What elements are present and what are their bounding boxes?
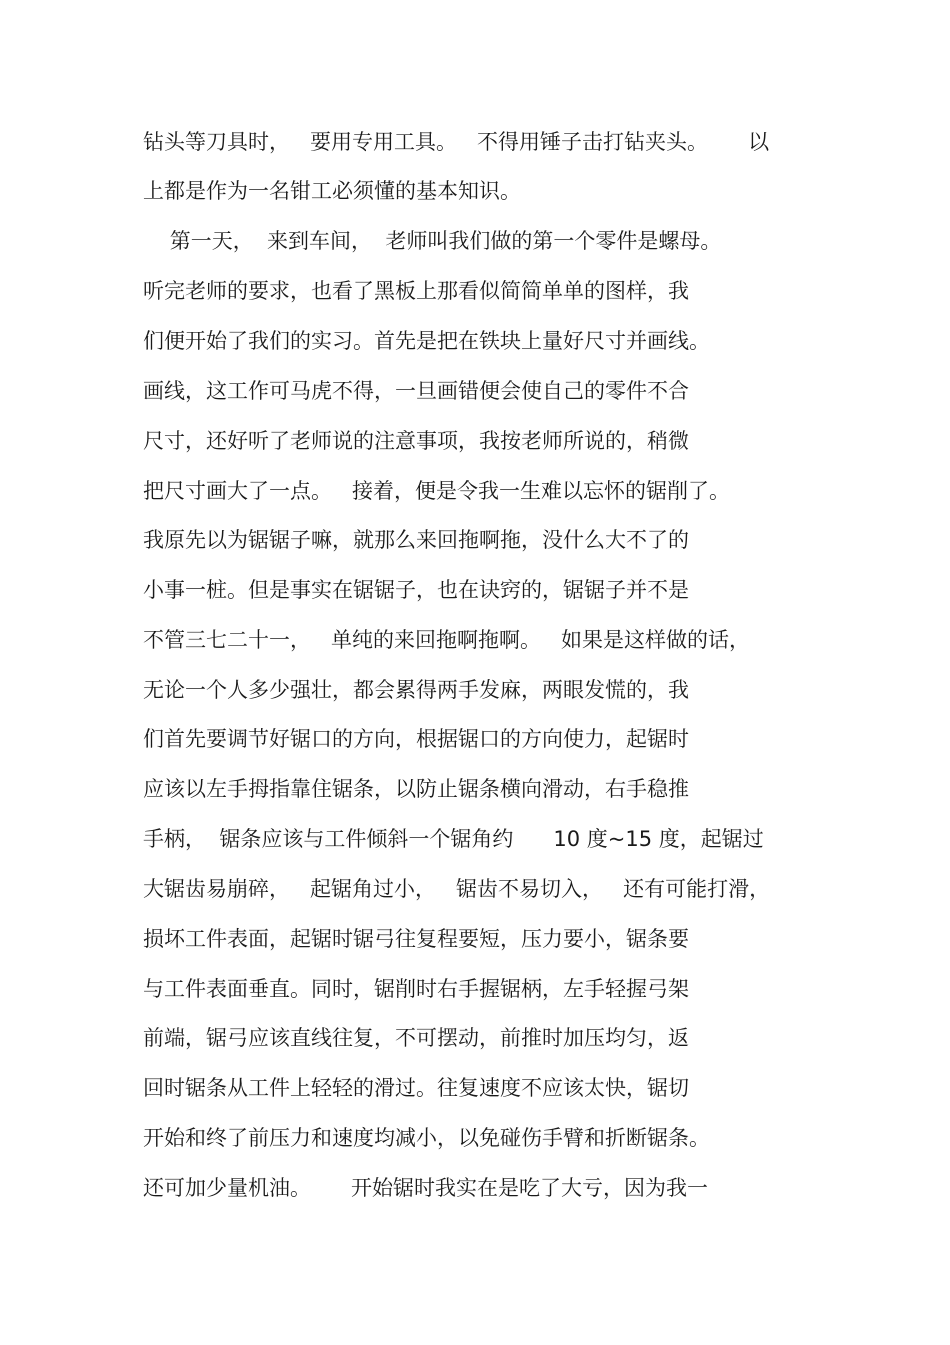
text-line: 尺寸，还好听了老师说的注意事项，我按老师所说的，稍微 bbox=[143, 429, 689, 453]
text-line: 与工件表面垂直。同时，锯削时右手握锯柄，左手轻握弓架 bbox=[143, 977, 689, 1001]
text-line: 手柄， 锯条应该与工件倾斜一个锯角约 10 度~15 度，起锯过 bbox=[143, 827, 764, 851]
text-line: 无论一个人多少强壮，都会累得两手发麻，两眼发慌的，我 bbox=[143, 678, 689, 702]
text-line: 听完老师的要求，也看了黑板上那看似简简单单的图样，我 bbox=[143, 279, 689, 303]
text-line: 损坏工件表面，起锯时锯弓往复程要短，压力要小，锯条要 bbox=[143, 927, 689, 951]
text-line: 还可加少量机油。 开始锯时我实在是吃了大亏，因为我一 bbox=[143, 1176, 709, 1200]
text-line: 第一天， 来到车间， 老师叫我们做的第一个零件是螺母。 bbox=[143, 229, 722, 253]
text-line: 不管三七二十一， 单纯的来回拖啊拖啊。 如果是这样做的话， bbox=[143, 628, 751, 652]
text-line: 画线，这工作可马虎不得，一旦画错便会使自己的零件不合 bbox=[143, 379, 689, 403]
text-line: 大锯齿易崩碎， 起锯角过小， 锯齿不易切入， 还有可能打滑， bbox=[143, 877, 771, 901]
text-line: 把尺寸画大了一点。 接着，便是令我一生难以忘怀的锯削了。 bbox=[143, 479, 731, 503]
text-line: 前端，锯弓应该直线往复，不可摆动，前推时加压均匀，返 bbox=[143, 1026, 689, 1050]
text-line: 回时锯条从工件上轻轻的滑过。往复速度不应该太快，锯切 bbox=[143, 1076, 689, 1100]
text-line: 们便开始了我们的实习。首先是把在铁块上量好尺寸并画线。 bbox=[143, 329, 710, 353]
text-line: 开始和终了前压力和速度均减小，以免碰伤手臂和折断锯条。 bbox=[143, 1126, 710, 1150]
text-line: 上都是作为一名钳工必须懂的基本知识。 bbox=[143, 179, 521, 203]
text-line: 钻头等刀具时， 要用专用工具。 不得用锤子击打钻夹头。 以 bbox=[143, 130, 770, 154]
text-line: 小事一桩。但是事实在锯锯子，也在诀窍的，锯锯子并不是 bbox=[143, 578, 689, 602]
text-line: 应该以左手拇指靠住锯条，以防止锯条横向滑动，右手稳推 bbox=[143, 777, 689, 801]
text-line: 们首先要调节好锯口的方向，根据锯口的方向使力，起锯时 bbox=[143, 727, 689, 751]
text-line: 我原先以为锯锯子嘛，就那么来回拖啊拖，没什么大不了的 bbox=[143, 528, 689, 552]
